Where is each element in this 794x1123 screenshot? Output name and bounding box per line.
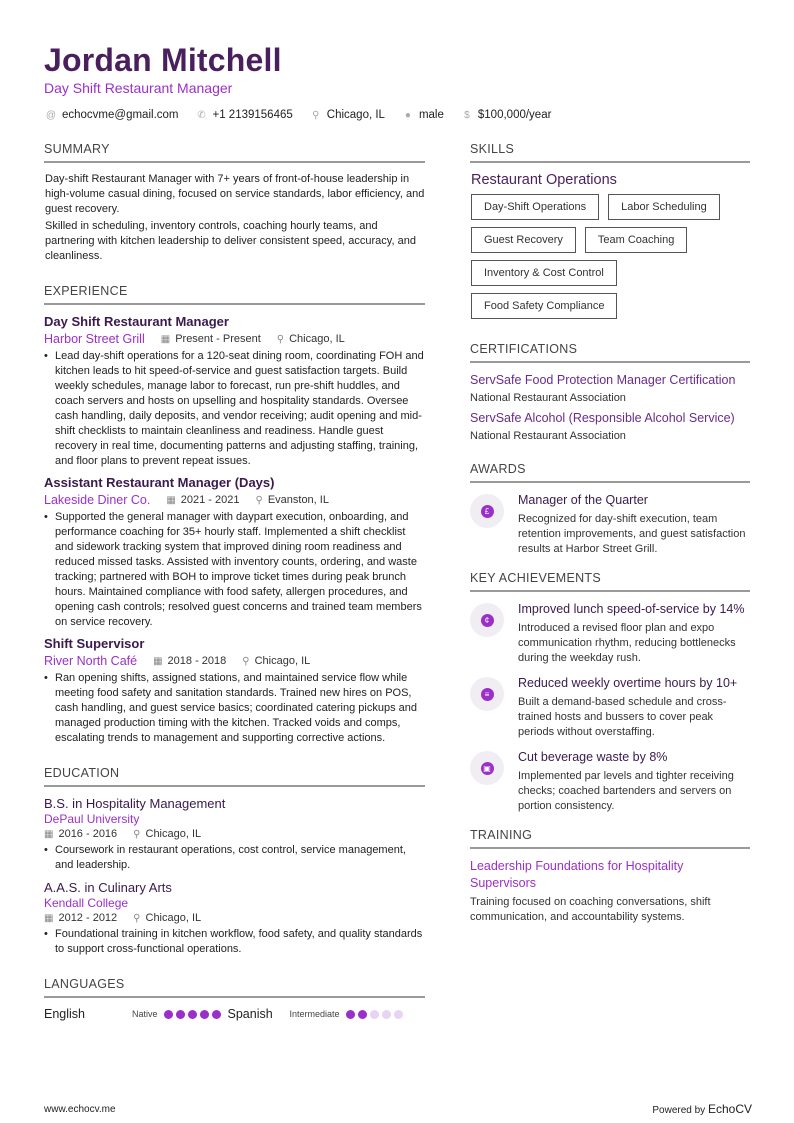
- edu-bullet: • Coursework in restaurant operations, cost control, service management, and leadership.: [44, 844, 406, 871]
- skill-tag: Team Coaching: [585, 227, 687, 253]
- calendar-icon: ▦: [160, 333, 171, 345]
- achievement-title: Reduced weekly overtime hours by 10+: [518, 676, 738, 690]
- achievement-item: [470, 675, 750, 740]
- job-title: Shift Supervisor: [44, 636, 145, 651]
- user-icon: ●: [404, 109, 411, 121]
- award-title: Manager of the Quarter: [518, 493, 648, 507]
- location-icon: ⚲: [312, 109, 320, 121]
- degree: A.A.S. in Culinary Arts: [44, 880, 172, 895]
- edu-bullet: • Foundational training in kitchen workflow, food safety, and quality standards to support cross-functional operations.: [44, 928, 423, 955]
- training-title: Leadership Foundations for Hospitality Supervisors: [470, 859, 684, 890]
- language-name: Spanish: [227, 1007, 273, 1021]
- achievement-item: [470, 601, 750, 666]
- calendar-icon: ▦: [44, 828, 54, 840]
- languages-row: [44, 1007, 425, 1021]
- job-meta: [44, 493, 425, 507]
- company-name: Lakeside Diner Co.: [44, 493, 151, 507]
- rating-dot: [200, 1010, 209, 1019]
- certification-org: National Restaurant Association: [470, 430, 626, 442]
- certification-item: [470, 410, 750, 442]
- salary-icon: $: [464, 109, 470, 121]
- brand-name: EchoCV: [707, 1102, 752, 1116]
- calendar-icon: ▦: [44, 912, 54, 924]
- location-icon: ⚲: [133, 828, 141, 840]
- job-dates: 2018 - 2018: [167, 655, 227, 667]
- company-name: Harbor Street Grill: [44, 332, 145, 346]
- calendar-icon: ▦: [153, 655, 163, 667]
- job-bullet: • Ran opening shifts, assigned stations, and maintained service flow while meeting food safety and sanitation standards. Trained new hires on POS, cash handling, and guest service basics; coordinated catering pickups and managed production timing with the kitchen. Tracked voids and comps, escalating trends to management and supporting corrective actions.: [44, 672, 418, 744]
- language-rating: [346, 1010, 406, 1019]
- location-icon: ⚲: [255, 494, 263, 506]
- certification-org: National Restaurant Association: [470, 392, 626, 404]
- achievement-description: Introduced a revised floor plan and expo communication rhythm, reducing bottlenecks during the weekday rush.: [518, 622, 736, 664]
- skill-tag: Food Safety Compliance: [471, 293, 617, 319]
- left-column: [44, 142, 425, 1021]
- job-title: Day Shift Restaurant Manager: [44, 314, 229, 329]
- contact-email[interactable]: @ echocvme@gmail.com: [45, 109, 179, 121]
- skill-tags: [470, 194, 750, 326]
- training-description: Training focused on coaching conversations, shift communication, and accountability systems.: [470, 896, 711, 923]
- job-bullet: • Lead day-shift operations for a 120-seat dining room, coordinating FOH and kitchen leads to hit speed-of-service and guest satisfaction targets. Build weekly schedules, manage labor to forecast, run pre-shift huddles, and coach servers and hosts on upselling and hospitality standards. Oversee cash handling, daily deposits, and vendor receiving; audit opening and mid-shift checklists to maintain cleanliness and readiness. Handle guest recovery in real time, documenting patterns and adjusting staffing, training, and floor plans to prevent repeat issues.: [44, 350, 424, 467]
- rating-dot: [358, 1010, 367, 1019]
- achievement-description: Built a demand-based schedule and cross-trained hosts and bussers to cover peak periods without overstaffing.: [518, 696, 727, 738]
- language-level: Intermediate: [289, 1009, 340, 1019]
- location-icon: ⚲: [133, 912, 141, 924]
- achievement-title: Cut beverage waste by 8%: [518, 750, 668, 764]
- contact-location: ⚲ Chicago, IL: [309, 109, 385, 121]
- section-heading: TRAINING: [470, 828, 750, 849]
- contact-gender: ● male: [401, 109, 444, 121]
- edu-location: Chicago, IL: [145, 912, 202, 924]
- right-column: [470, 142, 750, 925]
- edu-dates: 2012 - 2012: [58, 912, 118, 924]
- section-heading: CERTIFICATIONS: [470, 342, 750, 363]
- rating-dot: [394, 1010, 403, 1019]
- job-location: Evanston, IL: [267, 494, 329, 506]
- experience-item: [44, 475, 425, 630]
- achievement-title: Improved lunch speed-of-service by 14%: [518, 602, 745, 616]
- achievement-description: Implemented par levels and tighter receiving checks; coached bartenders and servers on portion consistency.: [518, 770, 734, 812]
- skill-tag: Day-Shift Operations: [471, 194, 599, 220]
- certification-item: [470, 372, 750, 404]
- job-location: Chicago, IL: [254, 655, 311, 667]
- award-description: Recognized for day-shift execution, team retention improvements, and guest satisfaction results at Harbor Street Grill.: [518, 513, 746, 555]
- contact-bar: [44, 109, 567, 121]
- award-item: [470, 492, 750, 557]
- certifications-section: [470, 342, 750, 442]
- school-name: Kendall College: [44, 896, 129, 910]
- section-heading: EDUCATION: [44, 766, 425, 787]
- rating-dot: [212, 1010, 221, 1019]
- edu-dates: 2016 - 2016: [58, 828, 118, 840]
- cake-icon: ≡: [481, 688, 494, 701]
- language-rating: [164, 1010, 224, 1019]
- degree: B.S. in Hospitality Management: [44, 796, 226, 811]
- education-item: [44, 796, 425, 873]
- rating-dot: [346, 1010, 355, 1019]
- experience-section: [44, 284, 425, 746]
- phone-icon: ✆: [197, 109, 206, 121]
- location-icon: ⚲: [242, 655, 250, 667]
- footer-powered-by[interactable]: Powered by EchoCV: [652, 1102, 752, 1116]
- section-heading: AWARDS: [470, 462, 750, 483]
- rating-dot: [382, 1010, 391, 1019]
- school-name: DePaul University: [44, 812, 140, 826]
- job-title: Assistant Restaurant Manager (Days): [44, 475, 275, 490]
- language-name: English: [44, 1007, 85, 1021]
- contact-salary: $ $100,000/year: [460, 109, 552, 121]
- candidate-name: Jordan Mitchell: [44, 42, 282, 78]
- edu-location: Chicago, IL: [145, 828, 202, 840]
- section-heading: LANGUAGES: [44, 977, 425, 998]
- summary-section: [44, 142, 425, 264]
- section-heading: SUMMARY: [44, 142, 425, 163]
- certification-title: ServSafe Food Protection Manager Certification: [470, 373, 736, 387]
- job-dates: Present - Present: [175, 333, 261, 345]
- job-bullet: • Supported the general manager with daypart execution, onboarding, and performance coaching for 35+ hourly staff. Implemented a shift checklist and sidework tracking system that improved dining room readiness and reduced missed tasks. Assisted with inventory counts, ordering, and waste tracking; partnered with BOH to improve ticket times during peak brunch hours. Maintained compliance with food safety, allergen procedures, and opening cash controls; resolved guest concerns and trained team members on service recovery.: [44, 511, 422, 628]
- clipboard-icon: ▣: [481, 762, 494, 775]
- skill-tag: Labor Scheduling: [608, 194, 720, 220]
- company-name: River North Café: [44, 654, 138, 668]
- skill-group-title: Restaurant Operations: [471, 172, 617, 188]
- awards-section: [470, 462, 750, 557]
- email-icon: @: [45, 109, 57, 121]
- summary-paragraph: Skilled in scheduling, inventory controls, coaching hourly teams, and partnering with kitchen leadership to deliver consistent speed, accuracy, and cleanliness.: [45, 220, 416, 262]
- achievements-section: [470, 571, 750, 814]
- section-heading: SKILLS: [470, 142, 750, 163]
- section-heading: KEY ACHIEVEMENTS: [470, 571, 750, 592]
- job-location: Chicago, IL: [289, 333, 345, 345]
- achievement-item: [470, 749, 750, 814]
- rating-dot: [188, 1010, 197, 1019]
- section-heading: EXPERIENCE: [44, 284, 425, 305]
- coin-icon: ¢: [481, 614, 494, 627]
- job-meta: [44, 654, 425, 668]
- languages-section: [44, 977, 425, 1021]
- job-dates: 2021 - 2021: [180, 494, 240, 506]
- rating-dot: [370, 1010, 379, 1019]
- footer-website[interactable]: www.echocv.me: [44, 1104, 116, 1115]
- experience-item: [44, 636, 425, 746]
- skills-section: [470, 142, 750, 326]
- skill-tag: Inventory & Cost Control: [471, 260, 617, 286]
- contact-phone[interactable]: ✆ +1 2139156465: [195, 109, 293, 121]
- certification-title: ServSafe Alcohol (Responsible Alcohol Service): [470, 411, 735, 425]
- award-icon: £: [481, 505, 494, 518]
- location-icon: ⚲: [276, 333, 285, 345]
- training-section: [470, 828, 750, 925]
- experience-item: [44, 314, 425, 469]
- education-section: [44, 766, 425, 957]
- rating-dot: [176, 1010, 185, 1019]
- skill-tag: Guest Recovery: [471, 227, 576, 253]
- candidate-title: Day Shift Restaurant Manager: [44, 80, 233, 96]
- calendar-icon: ▦: [166, 494, 176, 506]
- rating-dot: [164, 1010, 173, 1019]
- education-item: [44, 880, 425, 957]
- language-level: Native: [132, 1009, 158, 1019]
- summary-paragraph: Day-shift Restaurant Manager with 7+ years of front-of-house leadership in high-volume casual dining, focused on service standards, labor efficiency, and guest recovery.: [45, 173, 425, 215]
- job-meta: [44, 332, 425, 346]
